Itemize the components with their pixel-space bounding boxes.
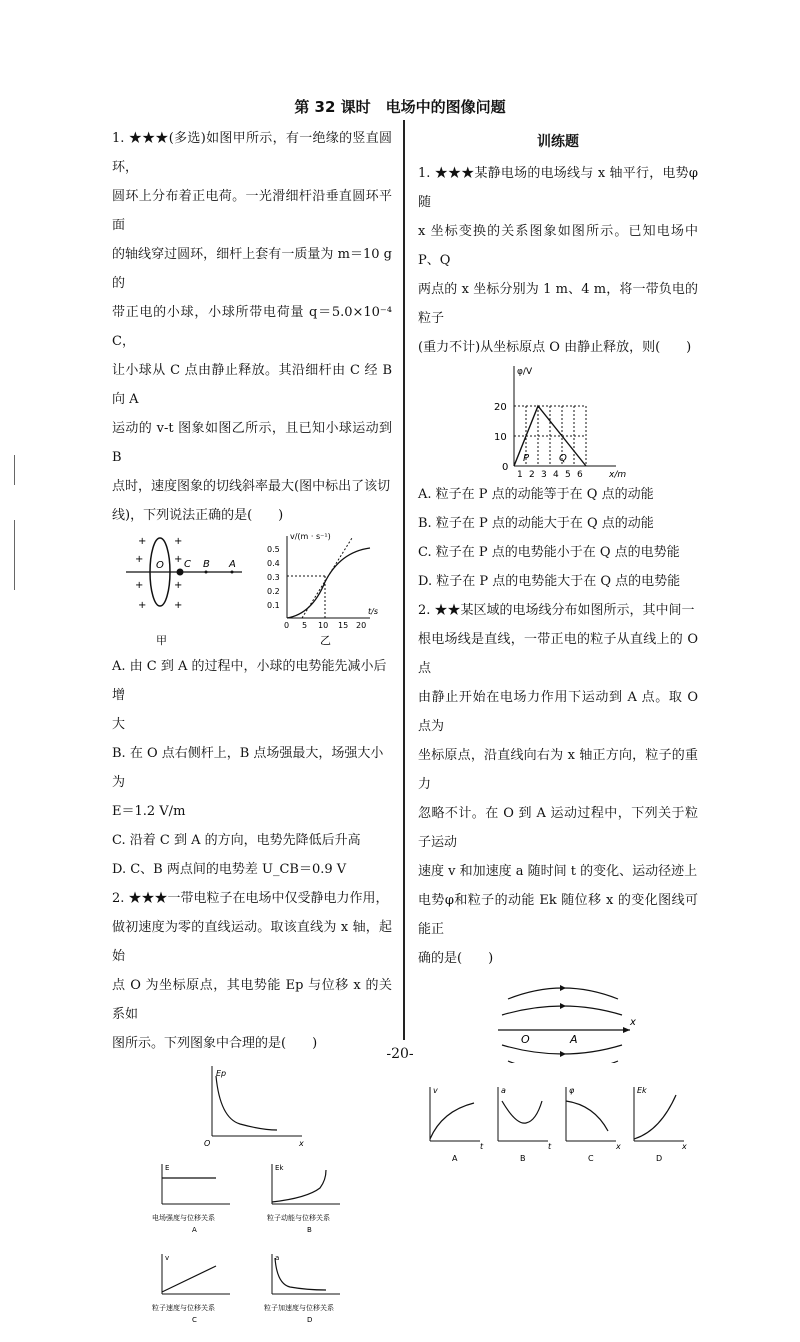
- svg-text:+: +: [174, 600, 183, 611]
- q2-graphs: [112, 1066, 392, 1342]
- label-B: B: [203, 559, 210, 570]
- q1-line: 运动的 v-t 图象如图乙所示，且已知小球运动到 B: [112, 421, 392, 465]
- q2-line: 图所示。下列图象中合理的是( ): [112, 1036, 318, 1051]
- svg-text:x/m: x/m: [609, 470, 627, 480]
- caption-jia: 甲: [156, 634, 167, 647]
- option-c-graph: [152, 1254, 230, 1324]
- svg-text:A: A: [452, 1154, 458, 1163]
- phi-x-graph: [418, 362, 698, 480]
- tq2-line: 速度 v 和加速度 a 随时间 t 的变化、运动径迹上: [418, 864, 698, 879]
- svg-text:6: 6: [577, 470, 583, 480]
- label-x: x: [630, 1017, 636, 1028]
- option-a-graph: [152, 1164, 230, 1234]
- svg-text:A: A: [192, 1226, 197, 1234]
- option-c-graph: [566, 1086, 621, 1163]
- option-b-graph: [498, 1086, 552, 1163]
- figure-ring-and-vt: [112, 530, 392, 630]
- svg-text:a: a: [501, 1086, 506, 1095]
- svg-text:+: +: [135, 580, 144, 591]
- option-b-cont: E＝1.2 V/m: [112, 804, 186, 819]
- svg-text:φ/V: φ/V: [517, 367, 533, 377]
- svg-text:+: +: [174, 536, 183, 547]
- option-b: B. 粒子在 P 点的动能大于在 Q 点的动能: [418, 516, 654, 531]
- tq1-line: 1. ★★★某静电场的电场线与 x 轴平行，电势φ随: [418, 166, 698, 210]
- tq1-line: 两点的 x 坐标分别为 1 m、4 m，将一带负电的粒子: [418, 282, 698, 326]
- option-b: B. 在 O 点右侧杆上，B 点场强最大，场强大小为: [112, 746, 384, 790]
- page-number: -20-: [386, 1046, 414, 1062]
- tq1-options: [418, 480, 698, 596]
- svg-text:+: +: [174, 580, 183, 591]
- svg-text:2: 2: [529, 470, 535, 480]
- label-C: C: [184, 559, 191, 570]
- scan-mark: [14, 455, 15, 485]
- option-a-graph: [430, 1086, 484, 1163]
- svg-text:4: 4: [553, 470, 559, 480]
- tq2-line: 电势φ和粒子的动能 Ek 随位移 x 的变化图线可能正: [418, 893, 698, 937]
- question-1: [112, 124, 392, 530]
- ring-figure: [126, 536, 242, 611]
- svg-text:+: +: [138, 536, 147, 547]
- svg-text:C: C: [192, 1316, 197, 1324]
- q1-line: 的轴线穿过圆环，细杆上套有一质量为 m＝10 g 的: [112, 247, 392, 291]
- svg-text:+: +: [135, 554, 144, 565]
- page-title: 第 32 课时 电场中的图像问题: [294, 98, 506, 116]
- svg-text:0.4: 0.4: [267, 559, 280, 568]
- tq2-line: 根电场线是直线，一带正电的粒子从直线上的 O 点: [418, 632, 698, 676]
- option-d: D. C、B 两点间的电势差 U_CB＝0.9 V: [112, 862, 347, 877]
- svg-text:C: C: [588, 1154, 594, 1163]
- option-a: A. 粒子在 P 点的动能等于在 Q 点的动能: [418, 487, 654, 502]
- svg-text:0.1: 0.1: [267, 601, 280, 610]
- svg-text:O: O: [204, 1139, 211, 1148]
- svg-text:Q: Q: [559, 453, 567, 464]
- section-heading: 训练题: [537, 134, 579, 150]
- label-O: O: [156, 560, 164, 571]
- q1-line: 线)，下列说法正确的是( ): [112, 508, 284, 523]
- svg-text:5: 5: [302, 621, 308, 630]
- svg-text:粒子加速度与位移关系: 粒子加速度与位移关系: [264, 1304, 334, 1312]
- left-column: [112, 124, 392, 1342]
- option-a-cont: 大: [112, 717, 126, 732]
- q1-line: 1. ★★★(多选)如图甲所示，有一绝缘的竖直圆环，: [112, 131, 392, 175]
- svg-text:5: 5: [565, 470, 571, 480]
- svg-text:D: D: [307, 1316, 313, 1324]
- svg-text:10: 10: [494, 432, 507, 443]
- svg-text:Ek: Ek: [637, 1086, 647, 1095]
- svg-text:Ep: Ep: [216, 1069, 227, 1078]
- svg-text:φ: φ: [569, 1086, 575, 1095]
- tq2-line: 忽略不计。在 O 到 A 运动过程中，下列关于粒子运动: [418, 806, 698, 850]
- svg-text:20: 20: [356, 621, 367, 630]
- option-b-graph: [267, 1164, 340, 1234]
- q2-line: 点 O 为坐标原点，其电势能 Ep 与位移 x 的关系如: [112, 978, 392, 1022]
- svg-text:D: D: [656, 1154, 663, 1163]
- tq2-line: 坐标原点，沿直线向右为 x 轴正方向，粒子的重力: [418, 748, 698, 792]
- tq1-line: x 坐标变换的关系图象如图所示。已知电场中 P、Q: [418, 224, 698, 268]
- svg-text:0: 0: [284, 621, 290, 630]
- column-divider: [403, 120, 405, 1040]
- label-A: A: [570, 1033, 578, 1046]
- svg-text:+: +: [138, 600, 147, 611]
- svg-text:E: E: [165, 1164, 170, 1172]
- q2-line: 做初速度为零的直线运动。取该直线为 x 轴，起始: [112, 920, 392, 964]
- svg-text:v: v: [165, 1254, 170, 1262]
- svg-text:t/s: t/s: [368, 607, 378, 616]
- option-d: D. 粒子在 P 点的电势能大于在 Q 点的电势能: [418, 574, 681, 589]
- right-column: [418, 124, 698, 1167]
- figure-captions: [112, 630, 392, 652]
- option-a: A. 由 C 到 A 的过程中，小球的电势能先减小后增: [112, 659, 387, 703]
- tq2-option-graphs: [418, 1077, 698, 1167]
- vt-graph: [267, 532, 378, 630]
- svg-text:粒子速度与位移关系: 粒子速度与位移关系: [152, 1304, 215, 1312]
- svg-text:x: x: [299, 1139, 304, 1148]
- svg-text:B: B: [520, 1154, 526, 1163]
- svg-text:+: +: [174, 554, 183, 565]
- svg-text:v: v: [433, 1086, 438, 1095]
- q2-line: 2. ★★★一带电粒子在电场中仅受静电力作用，: [112, 891, 389, 906]
- svg-text:B: B: [307, 1226, 312, 1234]
- svg-text:3: 3: [541, 470, 547, 480]
- svg-text:P: P: [523, 453, 530, 464]
- tq2-line: 由静止开始在电场力作用下运动到 A 点。取 O 点为: [418, 690, 698, 734]
- training-question-2: [418, 596, 698, 973]
- scan-mark: [14, 520, 15, 590]
- q1-line: 让小球从 C 点由静止释放。其沿细杆由 C 经 B 向 A: [112, 363, 392, 407]
- tq1-line: (重力不计)从坐标原点 O 由静止释放，则( ): [418, 340, 692, 355]
- svg-text:x: x: [616, 1142, 621, 1151]
- svg-text:0.2: 0.2: [267, 587, 280, 596]
- caption-yi: 乙: [320, 634, 331, 647]
- option-d-graph: [264, 1254, 340, 1324]
- question-2: [112, 884, 392, 1058]
- option-d-graph: [634, 1086, 687, 1163]
- svg-text:v/(m · s⁻¹): v/(m · s⁻¹): [290, 532, 331, 541]
- svg-text:0: 0: [502, 462, 509, 473]
- option-c: C. 粒子在 P 点的电势能小于在 Q 点的电势能: [418, 545, 680, 560]
- svg-text:Ek: Ek: [275, 1164, 284, 1172]
- svg-text:x: x: [682, 1142, 687, 1151]
- training-question-1: [418, 159, 698, 362]
- q1-line: 带正电的小球，小球所带电荷量 q＝5.0×10⁻⁴ C，: [112, 305, 392, 349]
- label-A: A: [229, 559, 236, 570]
- svg-text:20: 20: [494, 402, 507, 413]
- svg-text:1: 1: [517, 470, 523, 480]
- tq2-line: 确的是( ): [418, 951, 494, 966]
- svg-text:粒子动能与位移关系: 粒子动能与位移关系: [267, 1214, 330, 1222]
- svg-text:0.3: 0.3: [267, 573, 280, 582]
- tq2-line: 2. ★★某区域的电场线分布如图所示，其中间一: [418, 603, 695, 618]
- svg-text:t: t: [480, 1142, 484, 1151]
- svg-text:15: 15: [338, 621, 349, 630]
- q1-line: 圆环上分布着正电荷。一光滑细杆沿垂直圆环平面: [112, 189, 392, 233]
- option-c: C. 沿着 C 到 A 的方向，电势先降低后升高: [112, 833, 361, 848]
- svg-text:0.5: 0.5: [267, 545, 280, 554]
- label-O: O: [521, 1033, 530, 1046]
- ep-x-graph: [204, 1066, 304, 1148]
- svg-text:t: t: [548, 1142, 552, 1151]
- svg-text:10: 10: [318, 621, 329, 630]
- q1-line: 点时，速度图象的切线斜率最大(图中标出了该切: [112, 479, 391, 494]
- svg-text:a: a: [275, 1254, 280, 1262]
- svg-text:电场强度与位移关系: 电场强度与位移关系: [152, 1214, 215, 1222]
- q1-options: [112, 652, 392, 884]
